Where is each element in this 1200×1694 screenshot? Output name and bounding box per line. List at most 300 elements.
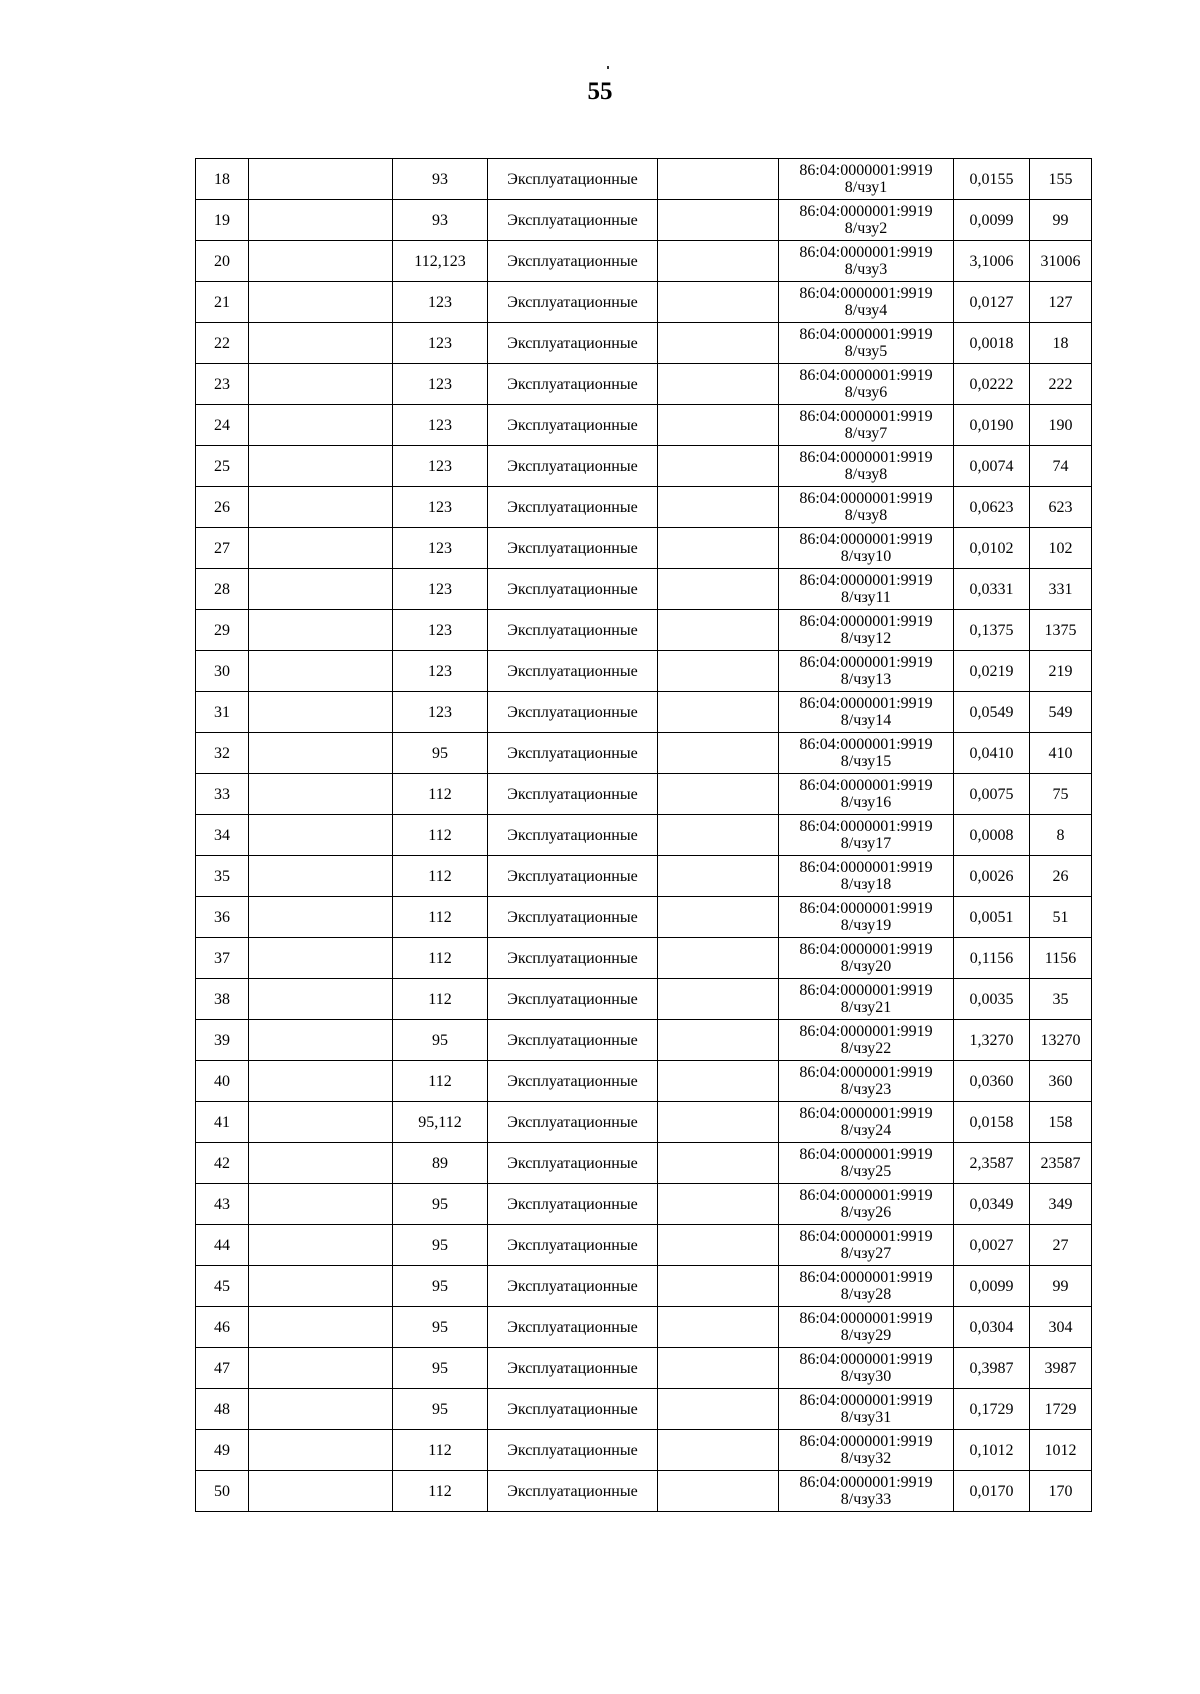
cadastral-number-line-1: 86:04:0000001:9919 <box>799 326 933 343</box>
category-cell: Эксплуатационные <box>488 979 658 1020</box>
table-row <box>196 1348 1092 1389</box>
area-ha-cell: 0,0360 <box>954 1061 1030 1102</box>
cadastral-number-line-2: 8/чзу19 <box>840 917 892 934</box>
row-number-cell: 37 <box>196 938 249 979</box>
category-cell: Эксплуатационные <box>488 733 658 774</box>
plot-number-cell: 123 <box>393 323 488 364</box>
cadastral-number-line-2: 8/чзу11 <box>841 589 891 606</box>
cadastral-number-cell <box>779 1184 954 1225</box>
cadastral-number-line-1: 86:04:0000001:9919 <box>799 654 933 671</box>
empty-cell <box>658 651 779 692</box>
empty-cell <box>249 1430 393 1471</box>
row-number-cell: 19 <box>196 200 249 241</box>
empty-cell <box>658 856 779 897</box>
row-number-cell: 25 <box>196 446 249 487</box>
page-number: 55 <box>587 78 613 105</box>
plot-number-cell: 112 <box>393 938 488 979</box>
table-row <box>196 1061 1092 1102</box>
cadastral-number-line-1: 86:04:0000001:9919 <box>799 1392 933 1409</box>
cadastral-number-cell <box>779 282 954 323</box>
cadastral-number-line-2: 8/чзу4 <box>844 302 888 319</box>
area-m2-cell: 222 <box>1030 364 1092 405</box>
empty-cell <box>658 1102 779 1143</box>
category-cell: Эксплуатационные <box>488 1225 658 1266</box>
table-row <box>196 1225 1092 1266</box>
empty-cell <box>658 1348 779 1389</box>
empty-cell <box>249 856 393 897</box>
area-ha-cell: 0,1729 <box>954 1389 1030 1430</box>
plot-number-cell: 123 <box>393 487 488 528</box>
cadastral-number-line-1: 86:04:0000001:9919 <box>799 449 933 466</box>
empty-cell <box>658 815 779 856</box>
empty-cell <box>658 1143 779 1184</box>
plot-number-cell: 112 <box>393 1061 488 1102</box>
row-number-cell: 47 <box>196 1348 249 1389</box>
cadastral-number-line-2: 8/чзу22 <box>840 1040 892 1057</box>
area-ha-cell: 0,0008 <box>954 815 1030 856</box>
row-number-cell: 20 <box>196 241 249 282</box>
plot-number-cell: 112 <box>393 897 488 938</box>
cadastral-number-line-2: 8/чзу32 <box>840 1450 892 1467</box>
category-cell: Эксплуатационные <box>488 1184 658 1225</box>
row-number-cell: 21 <box>196 282 249 323</box>
cadastral-number-line-2: 8/чзу8 <box>844 507 888 524</box>
area-ha-cell: 0,0623 <box>954 487 1030 528</box>
category-cell: Эксплуатационные <box>488 569 658 610</box>
area-m2-cell: 31006 <box>1030 241 1092 282</box>
empty-cell <box>658 1225 779 1266</box>
cadastral-number-line-2: 8/чзу33 <box>840 1491 892 1508</box>
row-number-cell: 23 <box>196 364 249 405</box>
empty-cell <box>249 364 393 405</box>
empty-cell <box>658 733 779 774</box>
cadastral-number-cell <box>779 938 954 979</box>
plot-number-cell: 95 <box>393 1348 488 1389</box>
empty-cell <box>658 938 779 979</box>
table-row <box>196 979 1092 1020</box>
empty-cell <box>658 241 779 282</box>
area-m2-cell: 1012 <box>1030 1430 1092 1471</box>
cadastral-number-line-2: 8/чзу7 <box>844 425 888 442</box>
cadastral-number-line-2: 8/чзу1 <box>844 179 888 196</box>
table-row <box>196 1389 1092 1430</box>
empty-cell <box>249 1348 393 1389</box>
row-number-cell: 50 <box>196 1471 249 1512</box>
area-m2-cell: 102 <box>1030 528 1092 569</box>
cadastral-number-line-2: 8/чзу31 <box>840 1409 892 1426</box>
category-cell: Эксплуатационные <box>488 323 658 364</box>
cadastral-number-cell <box>779 200 954 241</box>
cadastral-number-line-1: 86:04:0000001:9919 <box>799 367 933 384</box>
cadastral-number-line-2: 8/чзу23 <box>840 1081 892 1098</box>
cadastral-number-cell <box>779 897 954 938</box>
table-row <box>196 446 1092 487</box>
plot-number-cell: 123 <box>393 610 488 651</box>
category-cell: Эксплуатационные <box>488 487 658 528</box>
row-number-cell: 33 <box>196 774 249 815</box>
empty-cell <box>249 1020 393 1061</box>
area-ha-cell: 0,0331 <box>954 569 1030 610</box>
area-m2-cell: 27 <box>1030 1225 1092 1266</box>
plot-number-cell: 123 <box>393 692 488 733</box>
empty-cell <box>249 897 393 938</box>
area-m2-cell: 349 <box>1030 1184 1092 1225</box>
area-m2-cell: 360 <box>1030 1061 1092 1102</box>
plot-number-cell: 95 <box>393 1225 488 1266</box>
empty-cell <box>658 323 779 364</box>
empty-cell <box>249 774 393 815</box>
cadastral-number-line-2: 8/чзу14 <box>840 712 892 729</box>
area-ha-cell: 2,3587 <box>954 1143 1030 1184</box>
cadastral-number-cell <box>779 815 954 856</box>
category-cell: Эксплуатационные <box>488 282 658 323</box>
empty-cell <box>249 323 393 364</box>
cadastral-number-line-1: 86:04:0000001:9919 <box>799 572 933 589</box>
plot-number-cell: 112 <box>393 774 488 815</box>
cadastral-number-cell <box>779 1348 954 1389</box>
table-row <box>196 364 1092 405</box>
cadastral-number-cell <box>779 405 954 446</box>
cadastral-number-line-2: 8/чзу24 <box>840 1122 892 1139</box>
cadastral-number-line-1: 86:04:0000001:9919 <box>799 941 933 958</box>
empty-cell <box>249 528 393 569</box>
plot-number-cell: 93 <box>393 200 488 241</box>
cadastral-number-line-1: 86:04:0000001:9919 <box>799 490 933 507</box>
empty-cell <box>249 692 393 733</box>
plot-number-cell: 95 <box>393 1020 488 1061</box>
table-row <box>196 897 1092 938</box>
area-ha-cell: 0,0102 <box>954 528 1030 569</box>
cadastral-number-cell <box>779 569 954 610</box>
area-ha-cell: 0,0051 <box>954 897 1030 938</box>
area-m2-cell: 51 <box>1030 897 1092 938</box>
category-cell: Эксплуатационные <box>488 815 658 856</box>
table-row <box>196 569 1092 610</box>
area-m2-cell: 158 <box>1030 1102 1092 1143</box>
empty-cell <box>249 282 393 323</box>
empty-cell <box>658 1061 779 1102</box>
plot-number-cell: 95 <box>393 1307 488 1348</box>
empty-cell <box>658 692 779 733</box>
table-row <box>196 487 1092 528</box>
area-ha-cell: 0,0075 <box>954 774 1030 815</box>
cadastral-number-line-2: 8/чзу12 <box>840 630 892 647</box>
category-cell: Эксплуатационные <box>488 1102 658 1143</box>
plot-number-cell: 123 <box>393 282 488 323</box>
table-row <box>196 200 1092 241</box>
cadastral-number-line-1: 86:04:0000001:9919 <box>799 736 933 753</box>
empty-cell <box>658 446 779 487</box>
table-row <box>196 610 1092 651</box>
area-m2-cell: 1375 <box>1030 610 1092 651</box>
category-cell: Эксплуатационные <box>488 938 658 979</box>
cadastral-number-cell <box>779 323 954 364</box>
empty-cell <box>658 200 779 241</box>
cadastral-number-cell <box>779 528 954 569</box>
cadastral-number-cell <box>779 733 954 774</box>
cadastral-number-line-1: 86:04:0000001:9919 <box>799 162 933 179</box>
area-m2-cell: 1156 <box>1030 938 1092 979</box>
cadastral-number-cell <box>779 774 954 815</box>
area-ha-cell: 0,0026 <box>954 856 1030 897</box>
area-m2-cell: 549 <box>1030 692 1092 733</box>
cadastral-number-line-1: 86:04:0000001:9919 <box>799 1228 933 1245</box>
area-m2-cell: 13270 <box>1030 1020 1092 1061</box>
area-ha-cell: 0,0018 <box>954 323 1030 364</box>
cadastral-number-line-2: 8/чзу3 <box>844 261 888 278</box>
plot-number-cell: 112 <box>393 856 488 897</box>
category-cell: Эксплуатационные <box>488 897 658 938</box>
area-ha-cell: 0,0219 <box>954 651 1030 692</box>
empty-cell <box>658 1266 779 1307</box>
table-body <box>196 159 1092 1512</box>
category-cell: Эксплуатационные <box>488 1061 658 1102</box>
cadastral-number-line-2: 8/чзу17 <box>840 835 892 852</box>
area-m2-cell: 410 <box>1030 733 1092 774</box>
table-row <box>196 1266 1092 1307</box>
empty-cell <box>658 1020 779 1061</box>
cadastral-number-line-1: 86:04:0000001:9919 <box>799 1474 933 1491</box>
plot-number-cell: 123 <box>393 446 488 487</box>
category-cell: Эксплуатационные <box>488 364 658 405</box>
area-m2-cell: 99 <box>1030 1266 1092 1307</box>
area-ha-cell: 0,0222 <box>954 364 1030 405</box>
scan-mark <box>607 66 609 69</box>
table-row <box>196 815 1092 856</box>
row-number-cell: 30 <box>196 651 249 692</box>
cadastral-number-cell <box>779 1430 954 1471</box>
cadastral-number-cell <box>779 692 954 733</box>
plot-number-cell: 95 <box>393 1389 488 1430</box>
area-m2-cell: 127 <box>1030 282 1092 323</box>
area-ha-cell: 3,1006 <box>954 241 1030 282</box>
row-number-cell: 40 <box>196 1061 249 1102</box>
area-ha-cell: 0,3987 <box>954 1348 1030 1389</box>
table-row <box>196 856 1092 897</box>
cadastral-number-line-1: 86:04:0000001:9919 <box>799 900 933 917</box>
area-m2-cell: 623 <box>1030 487 1092 528</box>
category-cell: Эксплуатационные <box>488 1143 658 1184</box>
area-ha-cell: 0,1156 <box>954 938 1030 979</box>
category-cell: Эксплуатационные <box>488 405 658 446</box>
cadastral-number-line-1: 86:04:0000001:9919 <box>799 203 933 220</box>
row-number-cell: 29 <box>196 610 249 651</box>
category-cell: Эксплуатационные <box>488 159 658 200</box>
empty-cell <box>658 282 779 323</box>
cadastral-number-cell <box>779 446 954 487</box>
row-number-cell: 31 <box>196 692 249 733</box>
plot-number-cell: 95,112 <box>393 1102 488 1143</box>
cadastral-number-line-2: 8/чзу8 <box>844 466 888 483</box>
cadastral-number-line-1: 86:04:0000001:9919 <box>799 408 933 425</box>
empty-cell <box>249 651 393 692</box>
area-ha-cell: 0,0035 <box>954 979 1030 1020</box>
area-m2-cell: 23587 <box>1030 1143 1092 1184</box>
row-number-cell: 41 <box>196 1102 249 1143</box>
cadastral-number-line-1: 86:04:0000001:9919 <box>799 1433 933 1450</box>
empty-cell <box>249 938 393 979</box>
area-ha-cell: 1,3270 <box>954 1020 1030 1061</box>
cadastral-number-line-1: 86:04:0000001:9919 <box>799 777 933 794</box>
cadastral-number-cell <box>779 487 954 528</box>
category-cell: Эксплуатационные <box>488 1348 658 1389</box>
empty-cell <box>249 1184 393 1225</box>
cadastral-number-cell <box>779 1266 954 1307</box>
cadastral-number-line-2: 8/чзу25 <box>840 1163 892 1180</box>
plot-number-cell: 123 <box>393 569 488 610</box>
table-row <box>196 733 1092 774</box>
cadastral-number-line-2: 8/чзу13 <box>840 671 892 688</box>
cadastral-number-line-2: 8/чзу21 <box>840 999 892 1016</box>
empty-cell <box>249 159 393 200</box>
area-m2-cell: 190 <box>1030 405 1092 446</box>
area-m2-cell: 75 <box>1030 774 1092 815</box>
row-number-cell: 48 <box>196 1389 249 1430</box>
row-number-cell: 27 <box>196 528 249 569</box>
area-ha-cell: 0,0127 <box>954 282 1030 323</box>
table-row <box>196 241 1092 282</box>
plot-number-cell: 89 <box>393 1143 488 1184</box>
empty-cell <box>249 1266 393 1307</box>
empty-cell <box>658 1184 779 1225</box>
cadastral-number-cell <box>779 979 954 1020</box>
cadastral-number-line-1: 86:04:0000001:9919 <box>799 1064 933 1081</box>
area-m2-cell: 304 <box>1030 1307 1092 1348</box>
area-ha-cell: 0,0170 <box>954 1471 1030 1512</box>
empty-cell <box>249 815 393 856</box>
empty-cell <box>658 569 779 610</box>
table-row <box>196 938 1092 979</box>
cadastral-number-cell <box>779 1389 954 1430</box>
cadastral-number-line-1: 86:04:0000001:9919 <box>799 1023 933 1040</box>
table-row <box>196 1143 1092 1184</box>
category-cell: Эксплуатационные <box>488 1266 658 1307</box>
area-ha-cell: 0,0410 <box>954 733 1030 774</box>
row-number-cell: 34 <box>196 815 249 856</box>
plot-number-cell: 112 <box>393 1471 488 1512</box>
category-cell: Эксплуатационные <box>488 1471 658 1512</box>
empty-cell <box>658 405 779 446</box>
category-cell: Эксплуатационные <box>488 446 658 487</box>
table-row <box>196 405 1092 446</box>
table-row <box>196 1102 1092 1143</box>
plot-number-cell: 112 <box>393 979 488 1020</box>
row-number-cell: 38 <box>196 979 249 1020</box>
row-number-cell: 28 <box>196 569 249 610</box>
area-ha-cell: 0,0190 <box>954 405 1030 446</box>
plot-number-cell: 112,123 <box>393 241 488 282</box>
empty-cell <box>249 979 393 1020</box>
table-row <box>196 323 1092 364</box>
empty-cell <box>658 1389 779 1430</box>
area-ha-cell: 0,1375 <box>954 610 1030 651</box>
cadastral-number-cell <box>779 651 954 692</box>
empty-cell <box>249 1143 393 1184</box>
area-m2-cell: 1729 <box>1030 1389 1092 1430</box>
row-number-cell: 44 <box>196 1225 249 1266</box>
table-row <box>196 1020 1092 1061</box>
plot-number-cell: 95 <box>393 1266 488 1307</box>
cadastral-number-line-1: 86:04:0000001:9919 <box>799 859 933 876</box>
category-cell: Эксплуатационные <box>488 692 658 733</box>
empty-cell <box>249 733 393 774</box>
cadastral-number-line-1: 86:04:0000001:9919 <box>799 982 933 999</box>
category-cell: Эксплуатационные <box>488 241 658 282</box>
category-cell: Эксплуатационные <box>488 528 658 569</box>
category-cell: Эксплуатационные <box>488 200 658 241</box>
plot-number-cell: 93 <box>393 159 488 200</box>
empty-cell <box>658 774 779 815</box>
category-cell: Эксплуатационные <box>488 1020 658 1061</box>
cadastral-number-line-2: 8/чзу5 <box>844 343 888 360</box>
empty-cell <box>658 487 779 528</box>
empty-cell <box>658 1307 779 1348</box>
empty-cell <box>249 1061 393 1102</box>
area-m2-cell: 219 <box>1030 651 1092 692</box>
row-number-cell: 35 <box>196 856 249 897</box>
empty-cell <box>658 979 779 1020</box>
empty-cell <box>658 364 779 405</box>
plot-number-cell: 123 <box>393 651 488 692</box>
category-cell: Эксплуатационные <box>488 651 658 692</box>
area-ha-cell: 0,0074 <box>954 446 1030 487</box>
category-cell: Эксплуатационные <box>488 1389 658 1430</box>
row-number-cell: 45 <box>196 1266 249 1307</box>
area-ha-cell: 0,0549 <box>954 692 1030 733</box>
cadastral-number-cell <box>779 1102 954 1143</box>
empty-cell <box>249 1102 393 1143</box>
table-row <box>196 1184 1092 1225</box>
cadastral-number-line-2: 8/чзу15 <box>840 753 892 770</box>
area-m2-cell: 170 <box>1030 1471 1092 1512</box>
table-row <box>196 1471 1092 1512</box>
area-m2-cell: 8 <box>1030 815 1092 856</box>
plot-number-cell: 123 <box>393 405 488 446</box>
empty-cell <box>249 487 393 528</box>
cadastral-number-line-2: 8/чзу2 <box>844 220 888 237</box>
cadastral-number-line-1: 86:04:0000001:9919 <box>799 1146 933 1163</box>
cadastral-number-cell <box>779 241 954 282</box>
area-m2-cell: 3987 <box>1030 1348 1092 1389</box>
row-number-cell: 18 <box>196 159 249 200</box>
area-ha-cell: 0,1012 <box>954 1430 1030 1471</box>
row-number-cell: 43 <box>196 1184 249 1225</box>
cadastral-number-line-2: 8/чзу27 <box>840 1245 892 1262</box>
category-cell: Эксплуатационные <box>488 856 658 897</box>
cadastral-number-cell <box>779 1020 954 1061</box>
empty-cell <box>249 1225 393 1266</box>
table-row <box>196 1430 1092 1471</box>
area-m2-cell: 35 <box>1030 979 1092 1020</box>
cadastral-number-cell <box>779 610 954 651</box>
plot-number-cell: 112 <box>393 815 488 856</box>
area-m2-cell: 155 <box>1030 159 1092 200</box>
empty-cell <box>249 241 393 282</box>
cadastral-number-line-1: 86:04:0000001:9919 <box>799 1105 933 1122</box>
row-number-cell: 22 <box>196 323 249 364</box>
cadastral-number-cell <box>779 364 954 405</box>
cadastral-number-line-2: 8/чзу28 <box>840 1286 892 1303</box>
area-ha-cell: 0,0158 <box>954 1102 1030 1143</box>
row-number-cell: 36 <box>196 897 249 938</box>
category-cell: Эксплуатационные <box>488 774 658 815</box>
table-row <box>196 159 1092 200</box>
plot-number-cell: 123 <box>393 528 488 569</box>
cadastral-number-line-2: 8/чзу26 <box>840 1204 892 1221</box>
row-number-cell: 32 <box>196 733 249 774</box>
cadastral-number-line-1: 86:04:0000001:9919 <box>799 531 933 548</box>
empty-cell <box>658 159 779 200</box>
